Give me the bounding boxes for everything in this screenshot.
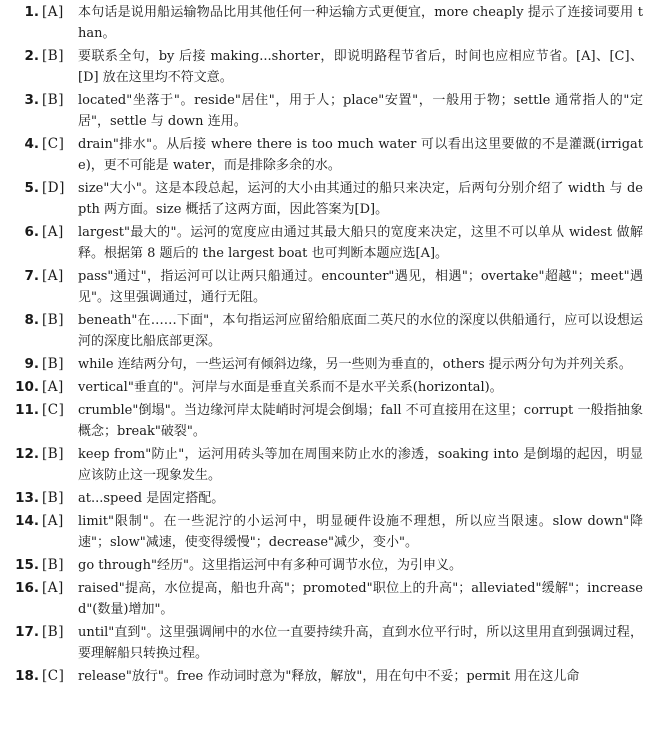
answer-entry-8 [12,310,643,352]
answer-entry-7 [12,266,643,308]
explanation-text: while 连结两分句，一些运河有倾斜边缘，另一些则为垂直的，others 提示两分句为并列关系。 [78,357,632,372]
question-number: 16. [15,580,39,596]
explanation-text: at...speed 是固定搭配。 [78,491,225,506]
question-number: 6. [24,224,39,240]
answer-choice: [B] [42,356,64,372]
answer-entry-14 [12,511,643,553]
question-number: 15. [15,557,39,573]
answer-choice: [B] [42,92,64,108]
explanation-text: release"放行"。free 作动词时意为"释放，解放"，用在句中不妥；permit 用在这儿命 [78,669,580,684]
question-number: 18. [15,668,39,684]
answer-choice: [B] [42,446,64,462]
answer-choice: [C] [42,136,65,152]
explanation-text: beneath"在……下面"，本句指运河应留给船底面二英尺的水位的深度以供船通行，应可以设想运河的深度比船底部更深。 [78,313,643,349]
explanation-text: largest"最大的"。运河的宽度应由通过其最大船只的宽度来决定，这里不可以单从 widest 做解释。根据第 8 题后的 the largest boat 也可判断本题应选[A]。 [78,225,643,261]
question-number: 12. [15,446,39,462]
explanation-text: drain"排水"。从后接 where there is too much water 可以看出这里要做的不是灌溉(irrigate)，更不可能是 water，而是排除多余的水。 [78,137,643,173]
question-number: 9. [24,356,39,372]
answer-entry-12 [12,444,643,486]
answer-choice: [B] [42,490,64,506]
answer-entry-10 [12,377,643,398]
explanation-text: limit"限制"。在一些泥泞的小运河中，明显硬件设施不理想，所以应当限速。slow down"降速"；slow"减速，使变得缓慢"；decrease"减少，变小"。 [78,514,643,550]
question-number: 5. [24,180,39,196]
answer-entry-5 [12,178,643,220]
answer-choice: [B] [42,624,64,640]
question-number: 13. [15,490,39,506]
explanation-text: until"直到"。这里强调闸中的水位一直要持续升高，直到水位平行时，所以这里用直到强调过程，要理解船只转换过程。 [78,625,643,661]
answer-choice: [A] [42,224,64,240]
answer-choice: [A] [42,513,64,529]
answer-choice: [A] [42,580,64,596]
question-number: 8. [24,312,39,328]
answer-entry-18 [12,666,643,687]
answer-entry-3 [12,90,643,132]
question-number: 2. [24,48,39,64]
explanation-text: vertical"垂直的"。河岸与水面是垂直关系而不是水平关系(horizontal)。 [78,380,503,395]
explanation-text: go through"经历"。这里指运河中有多种可调节水位，为引申义。 [78,558,462,573]
answer-entry-17 [12,622,643,664]
answer-entry-13 [12,488,643,509]
answer-entry-11 [12,400,643,442]
explanation-text: size"大小"。这是本段总起，运河的大小由其通过的船只来决定，后两句分别介绍了 width 与 depth 两方面。size 概括了这两方面，因此答案为[D]。 [78,181,643,217]
answer-choice: [B] [42,48,64,64]
question-number: 1. [24,4,39,20]
explanation-text: crumble"倒塌"。当边缘河岸太陡峭时河堤会倒塌；fall 不可直接用在这里；corrupt 一般指抽象概念；break"破裂"。 [78,403,643,439]
answer-choice: [B] [42,312,64,328]
answer-entry-2 [12,46,643,88]
explanation-text: keep from"防止"，运河用砖头等加在周围来防止水的渗透，soaking into 是倒塌的起因，明显应该防止这一现象发生。 [78,447,643,483]
question-number: 7. [24,268,39,284]
answer-entry-4 [12,134,643,176]
question-number: 11. [15,402,39,418]
answer-entry-16 [12,578,643,620]
answer-entry-1 [12,2,643,44]
answer-entry-15 [12,555,643,576]
answer-choice: [A] [42,379,64,395]
answer-choice: [C] [42,402,65,418]
answer-entry-9 [12,354,643,375]
question-number: 17. [15,624,39,640]
question-number: 14. [15,513,39,529]
explanation-text: raised"提高，水位提高，船也升高"；promoted"职位上的升高"；alleviated"缓解"；increased"(数量)增加"。 [78,581,643,617]
question-number: 10. [15,379,39,395]
question-number: 3. [24,92,39,108]
answer-choice: [A] [42,4,64,20]
answer-choice: [B] [42,557,64,573]
answer-choice: [A] [42,268,64,284]
answer-choice: [D] [42,180,65,196]
question-number: 4. [24,136,39,152]
explanation-text: 要联系全句，by 后接 making...shorter，即说明路程节省后，时间也应相应节省。[A]、[C]、[D] 放在这里均不符文意。 [78,49,643,85]
explanation-text: 本句话是说用船运输物品比用其他任何一种运输方式更便宜，more cheaply 提示了连接词要用 than。 [78,5,643,41]
answer-entry-6 [12,222,643,264]
explanation-text: pass"通过"，指运河可以让两只船通过。encounter"遇见，相遇"；overtake"超越"；meet"遇见"。这里强调通过，通行无阻。 [78,269,643,305]
explanation-text: located"坐落于"。reside"居住"，用于人；place"安置"，一般用于物；settle 通常指人的"定居"，settle 与 down 连用。 [78,93,643,129]
answer-choice: [C] [42,668,65,684]
